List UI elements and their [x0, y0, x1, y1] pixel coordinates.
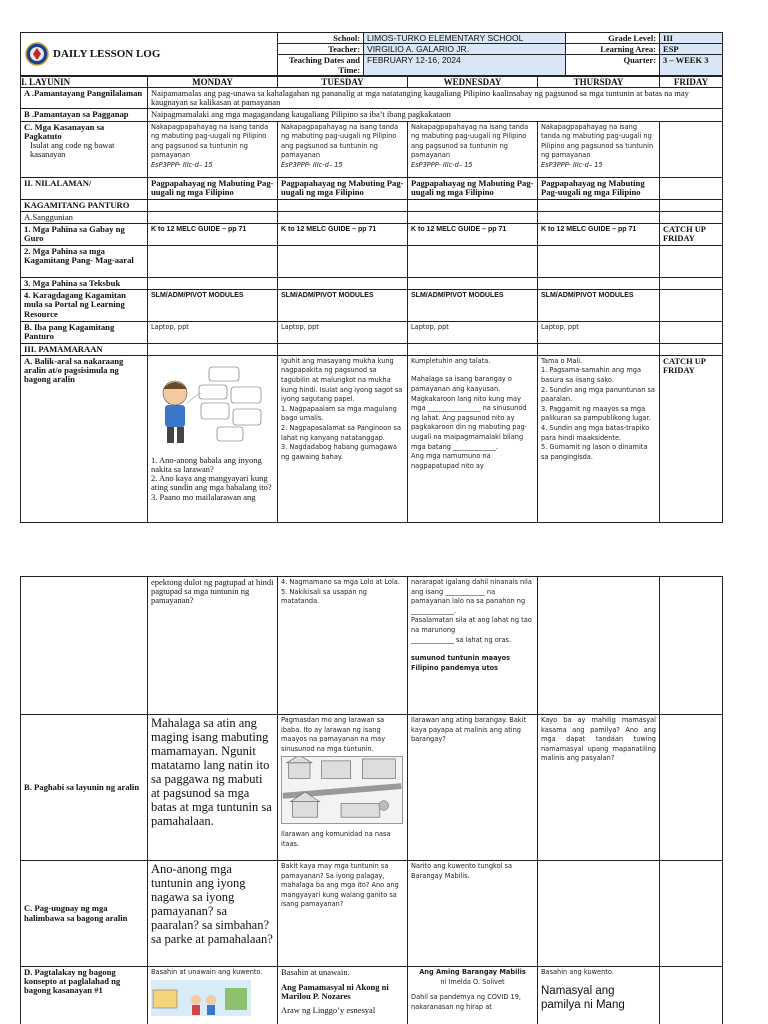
teacher-value: VIRGILIO A. GALARIO JR.	[364, 44, 566, 55]
grade-label: Grade Level:	[566, 33, 660, 44]
lesson-log-page-1	[20, 32, 722, 523]
pag-uugnay-tuesday: Bakit kaya may mga tuntunin sa pamayanan? Sa iyong palagay, mahalaga ba ang mga ito? Ano ang mangyayari kung walang ganito sa isang pamayanan?	[278, 861, 408, 967]
school-label: School:	[278, 33, 364, 44]
modules-monday: SLM/ADM/PIVOT MODULES	[148, 290, 278, 322]
word-bank: sumunod tuntunin maayos Filipino pandemya utos	[411, 654, 511, 672]
paghabi-tuesday: Pagmasdan mo ang larawan sa ibaba. Ito ay larawan ng isang maayos na pamayanan na may sinusunod na mga tuntunin. Ilarawan ang komunidad na nasa itaas.	[278, 715, 408, 861]
day-header-thursday: THURSDAY	[538, 77, 660, 88]
row-label-sanggunian: A.Sanggunian	[21, 211, 148, 223]
paghabi-monday: Mahalaga sa atin ang maging isang mabuting mamamayan. Ngunit matatamo lang natin ito sa paggawa ng mabuti at pagsunod sa mga batas at mga tuntunin sa pamahalaan.	[148, 715, 278, 861]
catch-up-friday-1: CATCH UP FRIDAY	[660, 224, 723, 246]
story-title-akong: Ang Pamamasyal ni Akong ni Marilou P. Nozares	[281, 982, 389, 1002]
laptop-wednesday: Laptop, ppt	[408, 322, 538, 343]
balik-aral-thursday: Tama o Mali. 1. Pagsama-samahin ang mga basura sa iisang sako. 2. Sundin ang mga panuntunan sa paaralan. 3. Paggamit ng maayos sa mga palikuran sa pampublikong lugar. 4. Sundin ang mga batas-trapiko para hindi maaksidente. 5. Gumamit ng lason o dinamita sa pangingisda.	[538, 355, 660, 522]
balik-aral-tuesday-cont: 4. Nagmamano sa mga Lolo at Lola. 5. Nakikisali sa usapan ng matatanda.	[278, 577, 408, 715]
dates-label: Teaching Dates and Time:	[278, 55, 364, 76]
nilalaman-wednesday: Pagpapahayag ng Mabuting Pag-uugali ng mga Filipino	[408, 177, 538, 199]
pagtalakay-tuesday: Basahin at unawain. Ang Pamamasyal ni Akong ni Marilou P. Nozares Araw ng Linggo’y esnesyal	[278, 967, 408, 1024]
balik-aral-monday-cont: epektong dulot ng pagtupad at hindi pagtupad sa mga tuntunin ng pamayanan?	[148, 577, 278, 715]
quarter-label: Quarter:	[566, 55, 660, 76]
kasanayan-thursday: Nakapagpapahayag na isang tanda ng mabuting pag-uugali ng Pilipino ang pagsunod sa tuntunin ng pamayanan EsP3PPP- IIIc-d– 15	[538, 121, 660, 177]
story-title-barangay: Ang Aming Barangay Mabilis	[419, 968, 526, 976]
paghabi-wednesday: Ilarawan ang ating barangay. Bakit kaya payapa at malinis ang ating barangay?	[408, 715, 538, 861]
modules-thursday: SLM/ADM/PIVOT MODULES	[538, 290, 660, 322]
balik-aral-monday-q1: 1. Ano-anong babala ang inyong nakita sa larawan?	[151, 454, 262, 475]
row-label-kagamitang-panturo: KAGAMITANG PANTURO	[21, 199, 148, 211]
gabay-wednesday: K to 12 MELC GUIDE – pp 71	[408, 224, 538, 246]
lesson-table-continued	[20, 576, 723, 1024]
header-table	[20, 32, 723, 76]
row-label-nilalaman: II. NILALAMAN/	[21, 177, 148, 199]
dates-value: FEBRUARY 12-16, 2024	[364, 55, 566, 76]
row-label-kasanayan	[21, 121, 148, 177]
kasanayan-tuesday: Nakapagpapahayag na isang tanda ng mabuting pag-uugali ng Pilipino ang pagsunod sa tuntunin ng pamayanan EsP3PPP- IIIc-d– 15	[278, 121, 408, 177]
pagtalakay-thursday: Basahin ang kuwento. Namasyal ang pamilya ni Mang	[538, 967, 660, 1024]
row-label-iba-pang-kagamitan: B. Iba pang Kagamitang Panturo	[21, 322, 148, 343]
day-header-wednesday: WEDNESDAY	[408, 77, 538, 88]
row-label-gabay-guro: 1. Mga Pahina sa Gabay ng Guro	[21, 224, 148, 246]
row-label-pamamaraan: III. PAMAMARAAN	[21, 343, 148, 355]
school-value: LIMOS-TURKO ELEMENTARY SCHOOL	[364, 33, 566, 44]
nilalaman-monday: Pagpapahayag ng Mabuting Pag-uugali ng mga Filipino	[148, 177, 278, 199]
laptop-tuesday: Laptop, ppt	[278, 322, 408, 343]
day-header-monday: MONDAY	[148, 77, 278, 88]
day-header-tuesday: TUESDAY	[278, 77, 408, 88]
quarter-value: 3 – WEEK 3	[660, 55, 723, 76]
balik-aral-wednesday-cont: nararapat igalang dahil ninanais nila ang isang ____________ na pamayanan lalo na sa panahon ng _____________. Pasalamatan sila at ang lahat ng tao na marunong _____________ sa lahat ng oras. sumunod tuntunin maayos Filipino pandemya utos	[408, 577, 538, 715]
area-value: ESP	[660, 44, 723, 55]
balik-aral-tuesday: Iguhit ang masayang mukha kung nagpapakita ng pagsunod sa tagubilin at malungkot na mukha kung hindi. Isulat ang iyong sagot sa iyong sagutang papel. 1. Nagpapaalam sa mga magulang bago umalis. 2. Nagpapasalamat sa Panginoon sa lahat ng kanyang natatanggap. 3. Nagdadabog habang gumagawa ng gawaing bahay.	[278, 355, 408, 522]
day-header-friday: FRIDAY	[660, 77, 723, 88]
row-label-paghabi: B. Paghabi sa layunin ng aralin	[21, 715, 148, 861]
lesson-log-page-2	[20, 576, 722, 1024]
nilalaman-tuesday: Pagpapahayag ng Mabuting Pag-uugali ng mga Filipino	[278, 177, 408, 199]
laptop-thursday: Laptop, ppt	[538, 322, 660, 343]
pagtalakay-monday: Basahin at unawain ang kuwento.	[148, 967, 278, 1024]
modules-tuesday: SLM/ADM/PIVOT MODULES	[278, 290, 408, 322]
modules-wednesday: SLM/ADM/PIVOT MODULES	[408, 290, 538, 322]
gabay-tuesday: K to 12 MELC GUIDE – pp 71	[278, 224, 408, 246]
pagtalakay-wednesday: Ang Aming Barangay Mabilis ni Imelda O. Solivet Dahil sa pandemya ng COVID 19, nakaranasan ng hirap at	[408, 967, 538, 1024]
balik-aral-monday-q2: 2. Ano kaya ang mangyayari kung ating sundin ang mga babalang ito?	[151, 473, 272, 493]
catch-up-friday-2: CATCH UP FRIDAY	[660, 355, 723, 522]
deped-seal-icon	[25, 42, 49, 66]
teacher-label: Teacher:	[278, 44, 364, 55]
kasanayan-wednesday: Nakapagpapahayag na isang tanda ng mabuting pag-uugali ng Pilipino ang pagsunod sa tuntunin ng pamayanan EsP3PPP- IIIc-d– 15	[408, 121, 538, 177]
pag-uugnay-monday: Ano-anong mga tuntunin ang iyong nagawa sa iyong pamayanan? sa paaralan? sa simbahan? sa parke at pamahalaan?	[148, 861, 278, 967]
logo-cell	[21, 33, 278, 76]
page-title: DAILY LESSON LOG	[53, 48, 161, 60]
nilalaman-thursday: Pagpapahayag ng Mabuting Pag-uugali ng mga Filipino	[538, 177, 660, 199]
boy-with-signs-illustration	[151, 363, 271, 451]
gabay-thursday: K to 12 MELC GUIDE – pp 71	[538, 224, 660, 246]
story-title-mang: Namasyal ang pamilya ni Mang	[541, 984, 625, 1011]
area-label: Learning Area:	[566, 44, 660, 55]
pamantayang-pangnilalaman-text: Naipamamalas ang pag-unawa sa kahalagahan ng pananalig at mga natatanging kaugaliang Pilipino kaalinsabay ng pagsunod sa mga tuntunin at batas na may kaugnayan sa kalikasan at pamayanan	[148, 88, 723, 109]
row-label-teksbuk: 3. Mga Pahina sa Teksbuk	[21, 278, 148, 290]
balik-aral-monday-q3: 3. Paano mo mailalarawan ang	[151, 491, 256, 502]
row-label-balik-aral: A. Balik-aral sa nakaraang aralin at/o pagsisimula ng bagong aralin	[21, 355, 148, 522]
row-label-kagamitang-mag-aaral: 2. Mga Pahina sa mga Kagamitang Pang- Mag-aaral	[21, 246, 148, 278]
lesson-table	[20, 76, 723, 523]
balik-aral-wednesday: Kumpletuhin ang talata. Mahalaga sa isang barangay o pamayanan ang kaayusan. Magkakaroon lang nito kung may mga ________________ na sinusunod ng lahat. Ang pagsunod nito ay pagkakaroon din ng mabuting pag-uugali na maipagmamalaki bilang mga batang _____________. Ang mga namumuno na nagpapatupad nito ay	[408, 355, 538, 522]
grade-value: III	[660, 33, 723, 44]
row-label-pamantayang-pangnilalaman: A .Pamantayang Pangnilalaman	[21, 88, 148, 109]
kasanayan-label: C. Mga Kasanayan sa Pagkatuto	[24, 121, 105, 141]
row-label-pag-uugnay: C. Pag-uugnay ng mga halimbawa sa bagong aralin	[21, 861, 148, 967]
kasanayan-monday: Nakapagpapahayag na isang tanda ng mabuting pag-uugali ng Pilipino ang pagsunod sa tuntunin ng pamayanan EsP3PPP- IIIc-d– 15	[148, 121, 278, 177]
day-header-layunin: I. LAYUNIN	[21, 77, 148, 88]
kasanayan-friday	[660, 121, 723, 177]
kasanayan-sub: Isulat ang code ng bawat kasanayan	[30, 140, 115, 160]
community-illustration	[281, 756, 403, 824]
row-label-karagdagang-kagamitan: 4. Karagdagang Kagamitan mula sa Portal ng Learning Resource	[21, 290, 148, 322]
laptop-monday: Laptop, ppt	[148, 322, 278, 343]
story-illustration	[151, 980, 251, 1016]
paghabi-thursday: Kayo ba ay mahilig mamasyal kasama ang pamilya? Ano ang mga dapat tandaan tuwing namamasyal upang mapanatiling malinis ang pasyalan?	[538, 715, 660, 861]
pamantayan-pagganap-text: Naipagmamalaki ang mga magagandang kaugaliang Pilipino sa iba’t ibang pagkakataon	[148, 109, 723, 121]
balik-aral-monday	[148, 355, 278, 522]
gabay-monday: K to 12 MELC GUIDE – pp 71	[148, 224, 278, 246]
row-label-pamantayan-pagganap: B .Pamantayan sa Pagganap	[21, 109, 148, 121]
pag-uugnay-wednesday: Narito ang kuwento tungkol sa Barangay Mabilis.	[408, 861, 538, 967]
row-label-pagtalakay: D. Pagtalakay ng bagong konsepto at paglalahad ng bagong kasanayan #1	[21, 967, 148, 1024]
